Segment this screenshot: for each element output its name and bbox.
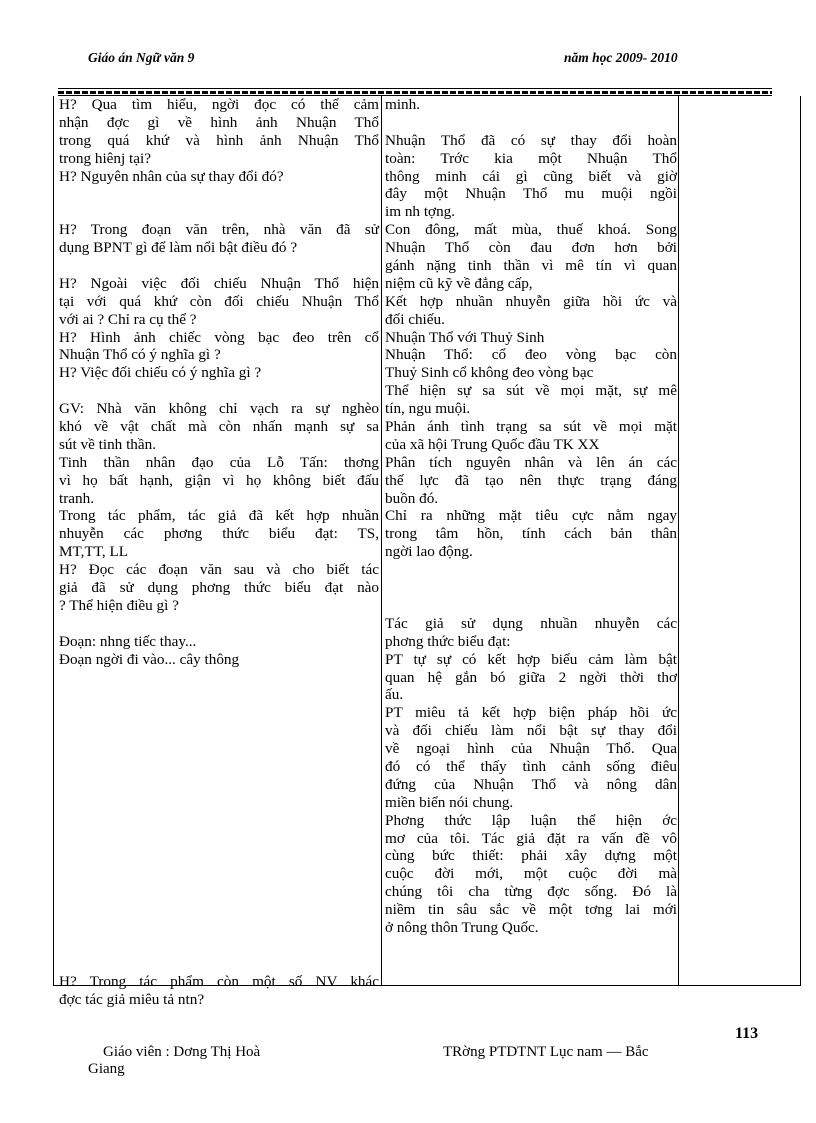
col1-line: vì họ bất hạnh, giận vì họ không biết đấu [59,471,379,489]
col1-line: H? Việc đối chiếu có ý nghĩa gì ? [59,364,262,382]
col2-line: mơ của tôi. Tác giả đặt ra vấn đề vô [385,829,677,847]
col1-line [59,257,379,275]
col1-line [59,382,379,400]
col1-line [59,669,379,687]
col2-line: đối chiếu. [385,310,445,328]
col2-line: của xã hội Trung Quốc đầu TK XX [385,435,600,453]
col1-line [59,758,379,776]
col2-line: chúng tôi cha từng đợc sống. Đó là [385,883,677,901]
col2-line: PT tự sự có kết hợp biểu cảm làm bật [385,650,677,668]
footer-teacher: Giáo viên : Dơng Thị Hoà [103,1044,261,1060]
col1-line: đợc tác giả miêu tả ntn? [59,990,205,1008]
col2-line: Nhuận Thổ đã có sự thay đổi hoàn [385,131,677,149]
col1-line: H? Đọc các đoạn văn sau và cho biết tác [59,561,379,579]
col2-line: Phản ánh tình trạng sa sút về mọi mặt [385,418,677,436]
col1-line [59,686,379,704]
col2-line: cuộc đời mới, một cuộc đời mà [385,865,677,883]
col2-line: ấu. [385,686,404,704]
col2-line: đây một Nhuận Thổ mu muội ngồi [385,185,677,203]
col1-line: H? Trong đoạn văn trên, nhà văn đã sử [59,221,379,239]
col1-line [59,812,379,830]
col2-line [385,597,677,615]
header-rule-dashed [58,91,772,94]
col1-line [59,865,379,883]
col1-line: tranh. [59,489,95,507]
col2-line: niệm cũ kỹ về đẳng cấp, [385,274,533,292]
col1-line [59,847,379,865]
col1-line: nhận đợc gì về hình ảnh Nhuận Thổ [59,113,379,131]
col1-line: với ai ? Chỉ ra cụ thể ? [59,310,197,328]
col2-line: tín, ngu muội. [385,400,471,418]
col2-line: Kết hợp nhuần nhuyễn giữa hồi ức và [385,292,677,310]
col1-line: GV: Nhà văn không chỉ vạch ra sự nghèo [59,400,379,418]
col2-line: ở nông thôn Trung Quốc. [385,918,539,936]
col2-line: Thuỷ Sinh cổ không đeo vòng bạc [385,364,594,382]
header-year: năm học 2009- 2010 [564,50,678,65]
col1-line [59,794,379,812]
column-divider-2 [678,96,679,985]
col1-line [59,203,379,221]
col2-line: toàn: Trớc kia một Nhuận Thổ [385,149,677,167]
content-column [385,96,677,937]
col2-line: Chỉ ra những mặt tiêu cực nằm ngay [385,507,677,525]
col2-line: về ngoại hình của Nhuận Thổ. Qua [385,740,677,758]
col1-line: H? Ngoài việc đối chiếu Nhuận Thổ hiện [59,274,379,292]
col2-line: Con đông, mất mùa, thuế khoá. Song [385,221,677,239]
col1-line [59,919,379,937]
col2-line: Nhuận Thổ còn đau đơn hơn bởi [385,239,677,257]
col1-line: giả đã sử dụng phơng thức biểu đạt nào [59,579,379,597]
header-rule-top [58,88,772,89]
col1-line: Nhuận Thổ có ý nghĩa gì ? [59,346,221,364]
footer-teacher-continued: Giang [88,1061,125,1077]
col1-line [59,704,379,722]
col1-line [59,615,379,633]
header-title: Giáo án Ngữ văn 9 [88,50,195,65]
col2-line: Nhuận Thổ: cổ đeo vòng bạc còn [385,346,677,364]
col2-line: niềm tin sâu sắc về một tơng lai mới [385,901,677,919]
col1-line: Đoạn: nhng tiếc thay... [59,632,197,650]
col2-line [385,114,677,132]
col2-line: miền biển nói chung. [385,793,514,811]
col2-line: thông minh cái gì cũng biết và giờ [385,167,677,185]
col2-line: PT miêu tả kết hợp biện pháp hồi ức [385,704,677,722]
col2-line: minh. [385,96,421,113]
col1-line: H? Hình ảnh chiếc vòng bạc đeo trên cổ [59,328,379,346]
col2-line: thế lực đã tạo nên thực trạng đáng [385,471,677,489]
lesson-table [53,96,801,1008]
col2-line: Phơng thức lập luận thể hiện ớc [385,811,677,829]
col1-line: Trong tác phẩm, tác giả đã kết hợp nhuần [59,507,379,525]
col2-line: buồn đó. [385,489,439,507]
page-number: 113 [735,1025,759,1042]
col1-line [59,901,379,919]
col2-line: Nhuận Thổ với Thuỷ Sinh [385,328,545,346]
col1-line: H? Qua tìm hiểu, ngời đọc có thể cảm [59,96,379,113]
col2-line: im nh tợng. [385,203,456,221]
col2-line: gánh nặng tinh thần vì mê tín vì quan [385,257,677,275]
col2-line: quan hệ gắn bó giữa 2 ngời thời thơ [385,668,677,686]
col2-line [385,579,677,597]
col1-line: Đoạn ngời đi vào... cây thông [59,650,240,668]
col1-line [59,185,379,203]
footer-school: TRờng PTDTNT Lục nam — Bắc [443,1044,649,1060]
teacher-activity-column [59,96,379,1008]
col2-line [385,561,677,579]
col1-line [59,955,379,973]
col1-line: Tinh thần nhân đạo của Lỗ Tấn: thơng [59,453,379,471]
col2-line: ngời lao động. [385,543,473,561]
col1-line: trong quá khứ và hình ảnh Nhuận Thổ [59,131,379,149]
col1-line: MT,TT, LL [59,543,129,561]
col1-line [59,722,379,740]
col2-line: đứng của Nhuận Thổ và nông dân [385,775,677,793]
col1-line: sút về tinh thần. [59,435,157,453]
col2-line: cùng bức thiết: phải xây dựng một [385,847,677,865]
col2-line: đó có thể thấy tình cảnh sống điêu [385,757,677,775]
col1-line: H? Nguyên nhân của sự thay đổi đó? [59,167,284,185]
col1-line [59,830,379,848]
col2-line: Phân tích nguyên nhân và lên án các [385,453,677,471]
col1-line [59,740,379,758]
col1-line: ? Thể hiện điều gì ? [59,596,179,614]
col1-line: nhuyễn các phơng thức biểu đạt: TS, [59,525,379,543]
col1-line: khó về vật chất mà còn nhấn mạnh sự sa [59,418,379,436]
col2-line: trong tâm hồn, tính cách bản thân [385,525,677,543]
col1-line: H? Trong tác phẩm còn một số NV khác [59,972,379,990]
col1-line: trong hiênj tại? [59,149,151,167]
col1-line: dụng BPNT gì để làm nổi bật điều đó ? [59,239,298,257]
col1-line [59,937,379,955]
page-header [88,50,728,70]
col2-line: Tác giả sử dụng nhuần nhuyễn các [385,614,677,632]
col1-line [59,776,379,794]
col1-line [59,883,379,901]
col1-line: tại với quá khứ còn đối chiếu Nhuận Thổ [59,292,379,310]
col2-line: Thể hiện sự sa sút về mọi mặt, sự mê [385,382,677,400]
column-divider-1 [381,96,382,985]
col2-line: và đối chiếu làm nổi bật sự thay đổi [385,722,677,740]
col2-line: phơng thức biểu đạt: [385,632,511,650]
